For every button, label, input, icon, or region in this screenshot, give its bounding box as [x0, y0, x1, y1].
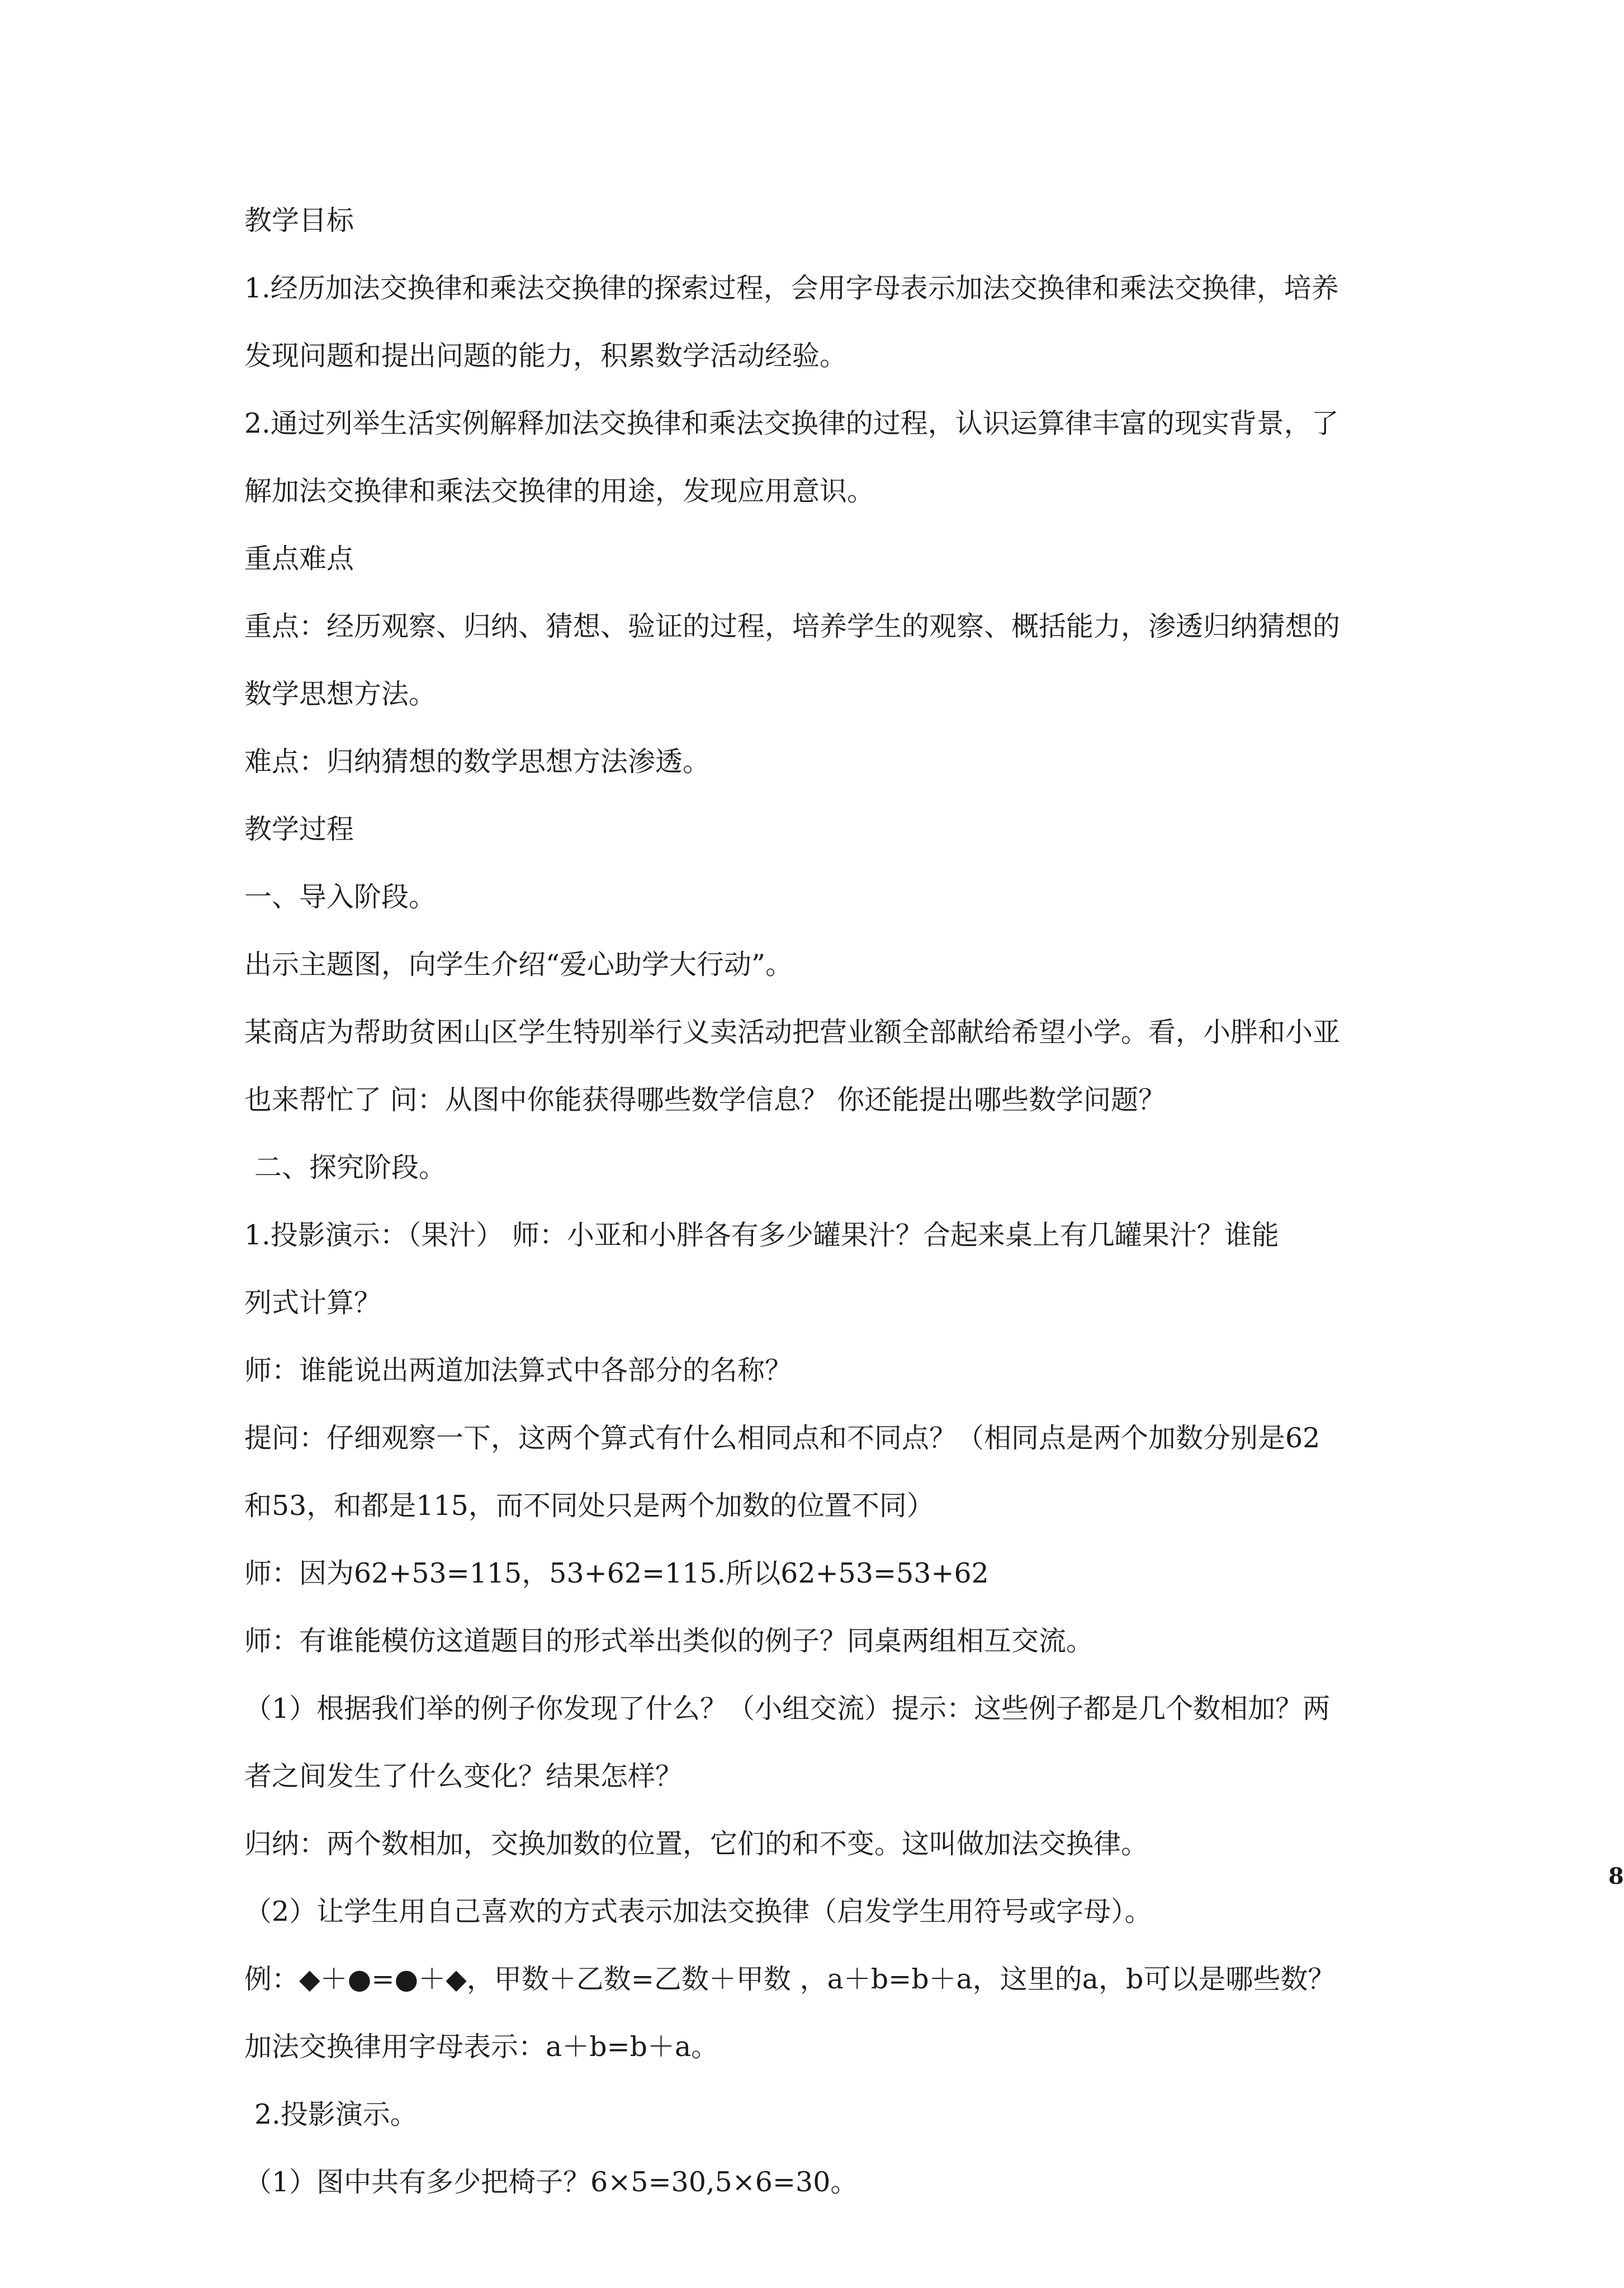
text-line: 师：有谁能模仿这道题目的形式举出类似的例子？同桌两组相互交流。 [244, 1625, 1094, 1657]
page-number: 8 [1608, 1863, 1624, 1889]
text-line: 重点：经历观察、归纳、猜想、验证的过程，培养学生的观察、概括能力，渗透归纳猜想的 [244, 610, 1341, 642]
text-line: 列式计算？ [244, 1287, 382, 1319]
heading-key-difficult-points: 重点难点 [244, 543, 354, 575]
text-line: 者之间发生了什么变化？结果怎样？ [244, 1760, 683, 1792]
text-line: 难点：归纳猜想的数学思想方法渗透。 [244, 746, 711, 778]
heading-teaching-process: 教学过程 [244, 813, 354, 845]
text-line: 发现问题和提出问题的能力，积累数学活动经验。 [244, 340, 847, 372]
text-line: 例：◆＋●=●＋◆，甲数＋乙数=乙数＋甲数 ，a＋b=b＋a，这里的a，b可以是哪些数？ [244, 1963, 1336, 1995]
text-line: 某商店为帮助贫困山区学生特别举行义卖活动把营业额全部献给希望小学。看，小胖和小亚 [244, 1016, 1341, 1048]
text-line: 数学思想方法。 [244, 678, 437, 710]
text-line: 师：因为62+53=115，53+62=115.所以62+53=53+62 [244, 1557, 989, 1589]
text-line: 2.投影演示。 [254, 2098, 418, 2130]
text-line: 师：谁能说出两道加法算式中各部分的名称？ [244, 1354, 793, 1386]
text-line: 归纳：两个数相加，交换加数的位置，它们的和不变。这叫做加法交换律。 [244, 1828, 1149, 1860]
text-line: 解加法交换律和乘法交换律的用途，发现应用意识。 [244, 475, 875, 507]
text-line: （1）图中共有多少把椅子？6×5=30,5×6=30。 [244, 2166, 858, 2198]
heading-teaching-goals: 教学目标 [244, 205, 354, 236]
text-line: （2）让学生用自己喜欢的方式表示加法交换律（启发学生用符号或字母）。 [244, 1896, 1152, 1927]
section-heading: 二、探究阶段。 [254, 1152, 447, 1183]
section-heading: 一、导入阶段。 [244, 881, 437, 913]
text-line: 也来帮忙了 问：从图中你能获得哪些数学信息？ 你还能提出哪些数学问题？ [244, 1084, 1166, 1116]
text-line: 加法交换律用字母表示：a＋b=b＋a。 [244, 2031, 719, 2063]
text-line: 出示主题图，向学生介绍“爱心助学大行动”。 [244, 949, 793, 980]
text-line: 1.经历加法交换律和乘法交换律的探索过程，会用字母表示加法交换律和乘法交换律，培养 [244, 272, 1339, 304]
text-line: 和53，和都是115，而不同处只是两个加数的位置不同） [244, 1490, 934, 1522]
text-line: 2.通过列举生活实例解释加法交换律和乘法交换律的过程，认识运算律丰富的现实背景，了 [244, 408, 1339, 439]
text-line: 提问：仔细观察一下，这两个算式有什么相同点和不同点？（相同点是两个加数分别是62 [244, 1422, 1320, 1454]
text-line: 1.投影演示：（果汁） 师：小亚和小胖各有多少罐果汁？合起来桌上有几罐果汁？谁能 [244, 1219, 1279, 1251]
text-line: （1）根据我们举的例子你发现了什么？（小组交流）提示：这些例子都是几个数相加？两 [244, 1693, 1331, 1725]
